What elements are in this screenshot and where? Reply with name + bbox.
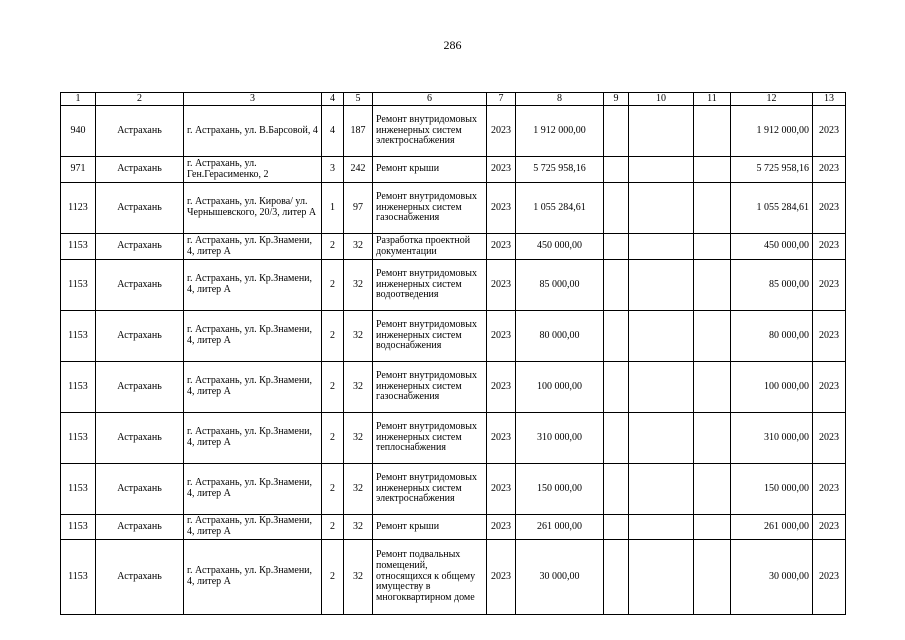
table-row bbox=[61, 540, 846, 615]
cell-column-5: 32 bbox=[344, 311, 373, 362]
cell-column-11 bbox=[694, 183, 731, 234]
cell-column-4: 2 bbox=[322, 260, 344, 311]
cell-column-9 bbox=[604, 413, 629, 464]
cell-municipality: Астрахань bbox=[96, 540, 184, 615]
cell-column-11 bbox=[694, 540, 731, 615]
cell-address: г. Астрахань, ул. Кр.Знамени, 4, литер А bbox=[184, 515, 322, 540]
capital-repair-table bbox=[60, 92, 846, 615]
cell-address: г. Астрахань, ул. Кр.Знамени, 4, литер А bbox=[184, 311, 322, 362]
cell-completion-year: 2023 bbox=[813, 540, 846, 615]
cell-work-type: Ремонт внутридомовых инженерных систем водоотведения bbox=[373, 260, 487, 311]
cell-column-10 bbox=[629, 413, 694, 464]
cell-column-10 bbox=[629, 540, 694, 615]
cell-column-9 bbox=[604, 540, 629, 615]
column-number-row bbox=[61, 93, 846, 106]
cell-column-10 bbox=[629, 515, 694, 540]
cell-year: 2023 bbox=[487, 362, 516, 413]
cell-work-type: Ремонт внутридомовых инженерных систем водоснабжения bbox=[373, 311, 487, 362]
column-number: 13 bbox=[813, 93, 846, 106]
cell-cost: 5 725 958,16 bbox=[516, 157, 604, 183]
column-number: 6 bbox=[373, 93, 487, 106]
cell-column-5: 32 bbox=[344, 362, 373, 413]
cell-total: 450 000,00 bbox=[731, 234, 813, 260]
cell-address: г. Астрахань, ул. Кирова/ ул. Чернышевского, 20/3, литер А bbox=[184, 183, 322, 234]
cell-work-type: Ремонт подвальных помещений, относящихся к общему имуществу в многоквартирном доме bbox=[373, 540, 487, 615]
cell-column-9 bbox=[604, 183, 629, 234]
cell-column-4: 2 bbox=[322, 464, 344, 515]
cell-address: г. Астрахань, ул. Кр.Знамени, 4, литер А bbox=[184, 234, 322, 260]
cell-column-10 bbox=[629, 311, 694, 362]
cell-column-5: 32 bbox=[344, 260, 373, 311]
table-row bbox=[61, 183, 846, 234]
cell-column-11 bbox=[694, 311, 731, 362]
cell-total: 30 000,00 bbox=[731, 540, 813, 615]
cell-column-11 bbox=[694, 106, 731, 157]
cell-column-4: 2 bbox=[322, 540, 344, 615]
table-row bbox=[61, 260, 846, 311]
cell-cost: 1 912 000,00 bbox=[516, 106, 604, 157]
cell-record-number: 1153 bbox=[61, 362, 96, 413]
cell-year: 2023 bbox=[487, 515, 516, 540]
column-number: 11 bbox=[694, 93, 731, 106]
cell-year: 2023 bbox=[487, 464, 516, 515]
cell-column-5: 32 bbox=[344, 515, 373, 540]
cell-column-5: 32 bbox=[344, 413, 373, 464]
table-row bbox=[61, 234, 846, 260]
cell-column-5: 97 bbox=[344, 183, 373, 234]
column-number: 8 bbox=[516, 93, 604, 106]
cell-municipality: Астрахань bbox=[96, 413, 184, 464]
cell-record-number: 1153 bbox=[61, 464, 96, 515]
cell-address: г. Астрахань, ул. Ген.Герасименко, 2 bbox=[184, 157, 322, 183]
cell-work-type: Ремонт внутридомовых инженерных систем газоснабжения bbox=[373, 362, 487, 413]
cell-column-10 bbox=[629, 183, 694, 234]
cell-completion-year: 2023 bbox=[813, 260, 846, 311]
table-row bbox=[61, 311, 846, 362]
column-number: 4 bbox=[322, 93, 344, 106]
cell-column-5: 187 bbox=[344, 106, 373, 157]
column-number: 9 bbox=[604, 93, 629, 106]
cell-column-9 bbox=[604, 260, 629, 311]
cell-work-type: Ремонт внутридомовых инженерных систем электроснабжения bbox=[373, 464, 487, 515]
column-number: 2 bbox=[96, 93, 184, 106]
cell-column-10 bbox=[629, 260, 694, 311]
cell-column-5: 32 bbox=[344, 540, 373, 615]
cell-column-4: 2 bbox=[322, 413, 344, 464]
cell-record-number: 1123 bbox=[61, 183, 96, 234]
cell-work-type: Разработка проектной документации bbox=[373, 234, 487, 260]
cell-year: 2023 bbox=[487, 540, 516, 615]
table-row bbox=[61, 362, 846, 413]
cell-year: 2023 bbox=[487, 260, 516, 311]
cell-column-9 bbox=[604, 157, 629, 183]
cell-work-type: Ремонт крыши bbox=[373, 157, 487, 183]
cell-column-5: 242 bbox=[344, 157, 373, 183]
cell-year: 2023 bbox=[487, 234, 516, 260]
cell-year: 2023 bbox=[487, 311, 516, 362]
cell-total: 1 912 000,00 bbox=[731, 106, 813, 157]
cell-address: г. Астрахань, ул. В.Барсовой, 4 bbox=[184, 106, 322, 157]
cell-column-11 bbox=[694, 464, 731, 515]
cell-year: 2023 bbox=[487, 183, 516, 234]
cell-total: 310 000,00 bbox=[731, 413, 813, 464]
column-number: 12 bbox=[731, 93, 813, 106]
cell-work-type: Ремонт внутридомовых инженерных систем газоснабжения bbox=[373, 183, 487, 234]
cell-completion-year: 2023 bbox=[813, 311, 846, 362]
cell-column-4: 2 bbox=[322, 515, 344, 540]
cell-completion-year: 2023 bbox=[813, 413, 846, 464]
cell-column-9 bbox=[604, 362, 629, 413]
cell-municipality: Астрахань bbox=[96, 234, 184, 260]
page-number: 286 bbox=[443, 38, 462, 52]
cell-municipality: Астрахань bbox=[96, 183, 184, 234]
cell-completion-year: 2023 bbox=[813, 157, 846, 183]
cell-record-number: 1153 bbox=[61, 515, 96, 540]
cell-column-10 bbox=[629, 106, 694, 157]
cell-work-type: Ремонт внутридомовых инженерных систем электроснабжения bbox=[373, 106, 487, 157]
cell-column-10 bbox=[629, 234, 694, 260]
cell-column-9 bbox=[604, 515, 629, 540]
column-number: 1 bbox=[61, 93, 96, 106]
cell-cost: 450 000,00 bbox=[516, 234, 604, 260]
cell-column-11 bbox=[694, 413, 731, 464]
table-row bbox=[61, 106, 846, 157]
cell-column-9 bbox=[604, 234, 629, 260]
cell-column-4: 2 bbox=[322, 234, 344, 260]
cell-completion-year: 2023 bbox=[813, 464, 846, 515]
cell-address: г. Астрахань, ул. Кр.Знамени, 4, литер А bbox=[184, 362, 322, 413]
cell-column-11 bbox=[694, 362, 731, 413]
cell-cost: 310 000,00 bbox=[516, 413, 604, 464]
column-number: 10 bbox=[629, 93, 694, 106]
cell-completion-year: 2023 bbox=[813, 234, 846, 260]
cell-column-5: 32 bbox=[344, 234, 373, 260]
column-number: 7 bbox=[487, 93, 516, 106]
cell-column-11 bbox=[694, 260, 731, 311]
cell-column-4: 4 bbox=[322, 106, 344, 157]
cell-completion-year: 2023 bbox=[813, 183, 846, 234]
cell-municipality: Астрахань bbox=[96, 106, 184, 157]
cell-column-11 bbox=[694, 157, 731, 183]
cell-record-number: 1153 bbox=[61, 260, 96, 311]
cell-total: 100 000,00 bbox=[731, 362, 813, 413]
cell-address: г. Астрахань, ул. Кр.Знамени, 4, литер А bbox=[184, 260, 322, 311]
cell-column-9 bbox=[604, 311, 629, 362]
cell-year: 2023 bbox=[487, 106, 516, 157]
cell-total: 150 000,00 bbox=[731, 464, 813, 515]
cell-column-4: 2 bbox=[322, 311, 344, 362]
cell-year: 2023 bbox=[487, 157, 516, 183]
cell-column-5: 32 bbox=[344, 464, 373, 515]
cell-municipality: Астрахань bbox=[96, 260, 184, 311]
cell-record-number: 1153 bbox=[61, 413, 96, 464]
cell-column-9 bbox=[604, 464, 629, 515]
cell-cost: 30 000,00 bbox=[516, 540, 604, 615]
table-row bbox=[61, 413, 846, 464]
cell-column-10 bbox=[629, 362, 694, 413]
cell-cost: 150 000,00 bbox=[516, 464, 604, 515]
cell-work-type: Ремонт крыши bbox=[373, 515, 487, 540]
cell-column-10 bbox=[629, 157, 694, 183]
cell-column-4: 1 bbox=[322, 183, 344, 234]
cell-total: 80 000,00 bbox=[731, 311, 813, 362]
table-row bbox=[61, 515, 846, 540]
cell-municipality: Астрахань bbox=[96, 464, 184, 515]
cell-work-type: Ремонт внутридомовых инженерных систем теплоснабжения bbox=[373, 413, 487, 464]
cell-cost: 80 000,00 bbox=[516, 311, 604, 362]
cell-total: 85 000,00 bbox=[731, 260, 813, 311]
cell-column-10 bbox=[629, 464, 694, 515]
table-row bbox=[61, 464, 846, 515]
cell-address: г. Астрахань, ул. Кр.Знамени, 4, литер А bbox=[184, 540, 322, 615]
column-number: 3 bbox=[184, 93, 322, 106]
cell-record-number: 1153 bbox=[61, 311, 96, 362]
cell-municipality: Астрахань bbox=[96, 515, 184, 540]
cell-year: 2023 bbox=[487, 413, 516, 464]
cell-completion-year: 2023 bbox=[813, 515, 846, 540]
cell-record-number: 1153 bbox=[61, 234, 96, 260]
cell-total: 1 055 284,61 bbox=[731, 183, 813, 234]
cell-cost: 1 055 284,61 bbox=[516, 183, 604, 234]
table-row bbox=[61, 157, 846, 183]
cell-column-11 bbox=[694, 234, 731, 260]
cell-column-9 bbox=[604, 106, 629, 157]
cell-column-4: 3 bbox=[322, 157, 344, 183]
cell-municipality: Астрахань bbox=[96, 362, 184, 413]
cell-cost: 261 000,00 bbox=[516, 515, 604, 540]
cell-completion-year: 2023 bbox=[813, 106, 846, 157]
table-body bbox=[61, 93, 846, 615]
cell-municipality: Астрахань bbox=[96, 157, 184, 183]
cell-total: 5 725 958,16 bbox=[731, 157, 813, 183]
cell-total: 261 000,00 bbox=[731, 515, 813, 540]
cell-column-4: 2 bbox=[322, 362, 344, 413]
cell-record-number: 971 bbox=[61, 157, 96, 183]
cell-municipality: Астрахань bbox=[96, 311, 184, 362]
cell-cost: 85 000,00 bbox=[516, 260, 604, 311]
cell-record-number: 1153 bbox=[61, 540, 96, 615]
cell-column-11 bbox=[694, 515, 731, 540]
cell-completion-year: 2023 bbox=[813, 362, 846, 413]
cell-cost: 100 000,00 bbox=[516, 362, 604, 413]
cell-record-number: 940 bbox=[61, 106, 96, 157]
cell-address: г. Астрахань, ул. Кр.Знамени, 4, литер А bbox=[184, 413, 322, 464]
cell-address: г. Астрахань, ул. Кр.Знамени, 4, литер А bbox=[184, 464, 322, 515]
column-number: 5 bbox=[344, 93, 373, 106]
